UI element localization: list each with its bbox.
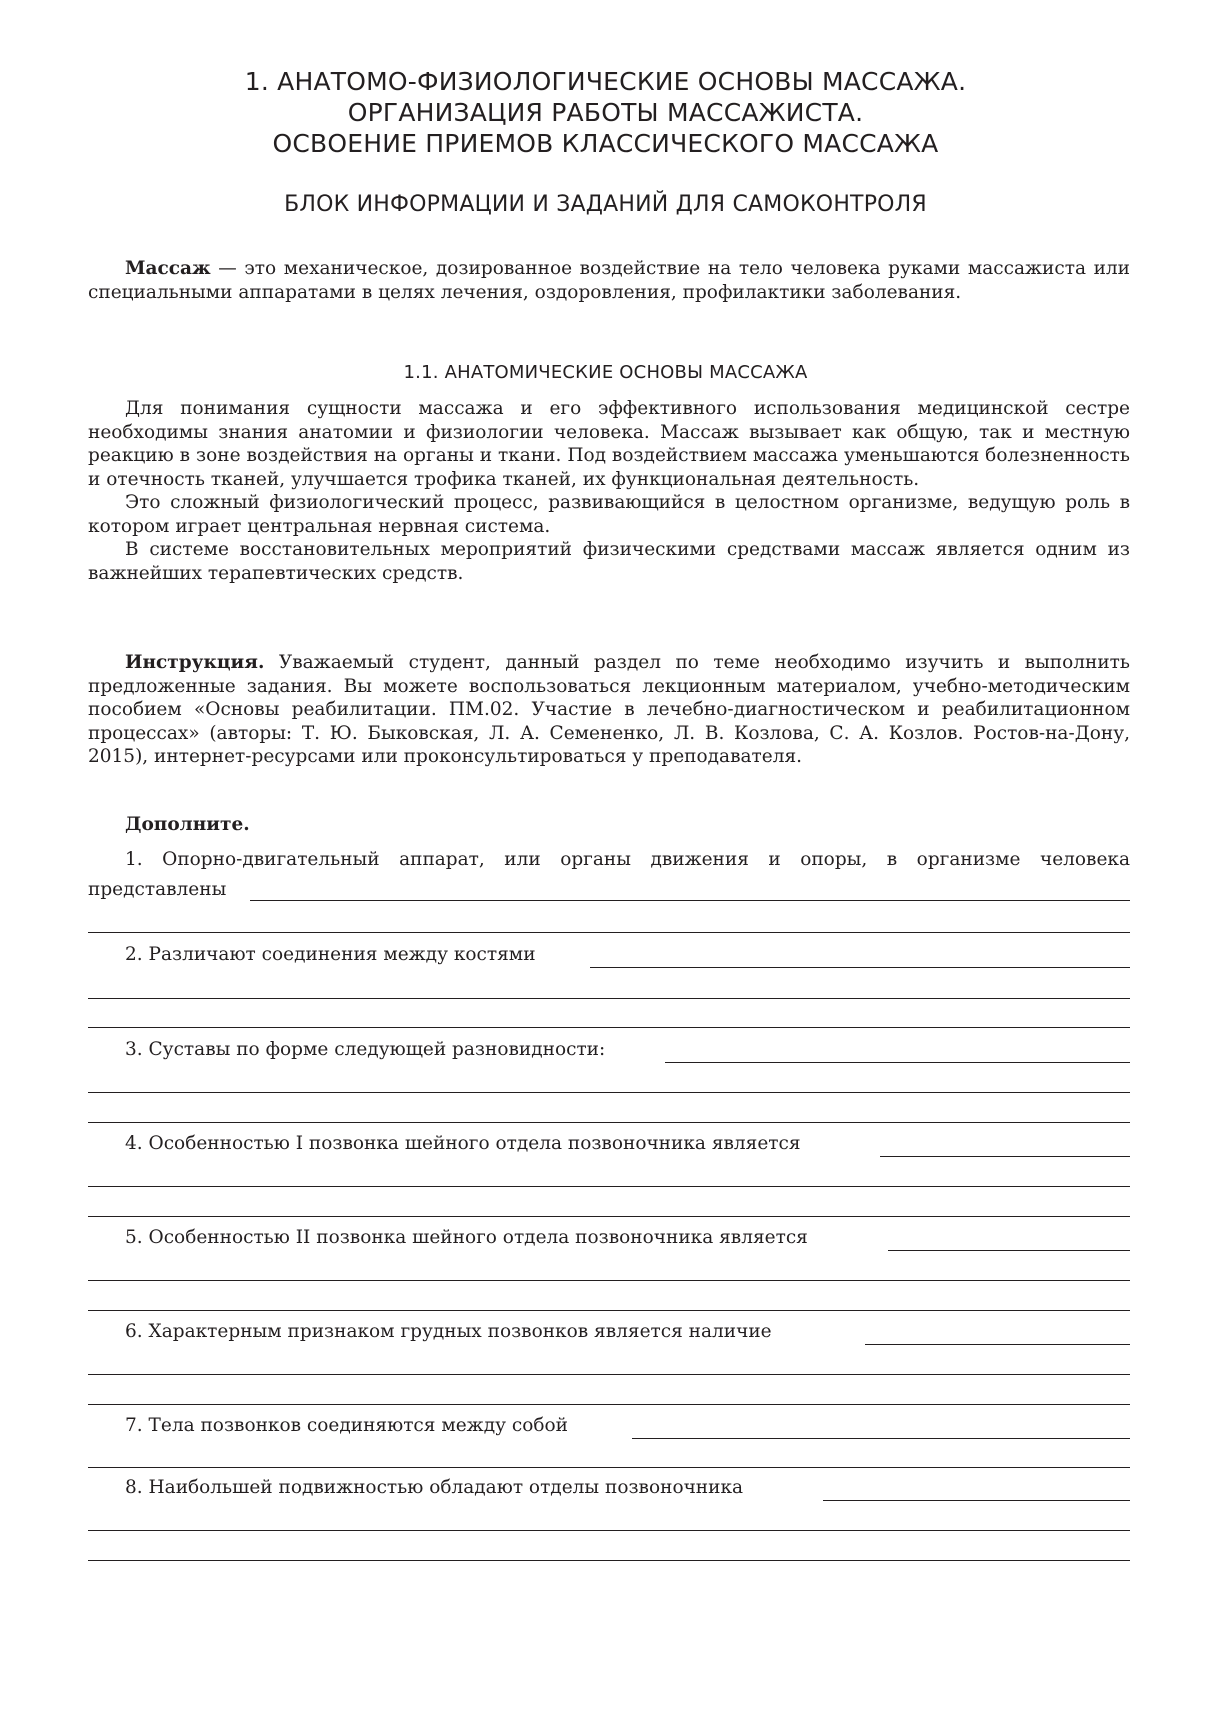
definition-term: Массаж (125, 258, 211, 279)
instruction-paragraph (88, 651, 1130, 769)
answer-line[interactable] (88, 1467, 1130, 1468)
answer-line[interactable] (823, 1500, 1130, 1501)
answer-line[interactable] (632, 1438, 1130, 1439)
answer-line[interactable] (88, 1216, 1130, 1217)
question-6: 6. Характерным признаком грудных позвонков является наличие (125, 1321, 772, 1342)
answer-line[interactable] (590, 967, 1130, 968)
answer-line[interactable] (88, 1310, 1130, 1311)
answer-line[interactable] (88, 998, 1130, 999)
definition-paragraph (88, 257, 1130, 304)
question-8: 8. Наибольшей подвижностью обладают отделы позвоночника (125, 1477, 744, 1498)
question-7: 7. Тела позвонков соединяются между собой (125, 1415, 568, 1436)
answer-line[interactable] (865, 1344, 1130, 1345)
chapter-title-line-3: ОСВОЕНИЕ ПРИЕМОВ КЛАССИЧЕСКОГО МАССАЖА (272, 129, 939, 158)
answer-line[interactable] (250, 900, 1130, 901)
question-1-line-2: представлены (88, 879, 227, 900)
answer-line[interactable] (665, 1062, 1130, 1063)
chapter-title (0, 66, 1211, 159)
answer-line[interactable] (888, 1250, 1130, 1251)
definition-text: — это механическое, дозированное воздействие на тело человека руками массажиста или специальными аппаратами в целях лечения, оздоровления, профилактики заболевания. (88, 258, 1130, 303)
question-4: 4. Особенностью I позвонка шейного отдела позвоночника является (125, 1133, 801, 1154)
answer-line[interactable] (88, 1560, 1130, 1561)
answer-line[interactable] (88, 1186, 1130, 1187)
section-paragraph: Для понимания сущности массажа и его эффективного использования медицинской сестре необходимы знания анатомии и физиологии человека. Массаж вызывает как общую, так и местную реакцию в зоне воздействия на органы и ткани. Под воздействием массажа уменьшаются болезненность и отечность тканей, улучшается трофика тканей, их функциональная деятельность. (88, 398, 1130, 490)
chapter-title-line-2: ОРГАНИЗАЦИЯ РАБОТЫ МАССАЖИСТА. (347, 98, 864, 127)
instruction-label: Инструкция. (125, 652, 265, 673)
chapter-title-line-1: 1. АНАТОМО-ФИЗИОЛОГИЧЕСКИЕ ОСНОВЫ МАССАЖА. (244, 67, 967, 96)
answer-line[interactable] (88, 1374, 1130, 1375)
section-body (88, 397, 1130, 585)
question-2: 2. Различают соединения между костями (125, 944, 536, 965)
answer-line[interactable] (880, 1156, 1130, 1157)
answer-line[interactable] (88, 1122, 1130, 1123)
answer-line[interactable] (88, 1280, 1130, 1281)
question-1-line-1: 1. Опорно-двигательный аппарат, или органы движения и опоры, в организме человека (125, 849, 1130, 870)
question-5: 5. Особенностью II позвонка шейного отдела позвоночника является (125, 1227, 808, 1248)
answer-line[interactable] (88, 932, 1130, 933)
answer-line[interactable] (88, 1092, 1130, 1093)
answer-line[interactable] (88, 1530, 1130, 1531)
answer-line[interactable] (88, 1027, 1130, 1028)
section-heading: 1.1. АНАТОМИЧЕСКИЕ ОСНОВЫ МАССАЖА (403, 362, 808, 383)
question-3: 3. Суставы по форме следующей разновидности: (125, 1039, 606, 1060)
block-title: БЛОК ИНФОРМАЦИИ И ЗАДАНИЙ ДЛЯ САМОКОНТРОЛЯ (284, 192, 927, 217)
answer-line[interactable] (88, 1404, 1130, 1405)
section-paragraph: В системе восстановительных мероприятий физическими средствами массаж является одним из важнейших терапевтических средств. (88, 539, 1130, 584)
instruction-text: Уважаемый студент, данный раздел по теме необходимо изучить и выполнить предложенные задания. Вы можете воспользоваться лекционным материалом, учебно-методическим пособием «Основы реабилитации. ПМ.02. Участие в лечебно-диагностическом и реабилитационном процессах» (авторы: Т. Ю. Быковская, Л. А. Семененко, Л. В. Козлова, С. А. Козлов. Ростов-на-Дону, 2015), интернет-ресурсами или проконсультироваться у преподавателя. (88, 652, 1130, 767)
exercise-heading: Дополните. (125, 814, 250, 835)
section-paragraph: Это сложный физиологический процесс, развивающийся в целостном организме, ведущую роль в котором играет центральная нервная система. (88, 492, 1130, 537)
